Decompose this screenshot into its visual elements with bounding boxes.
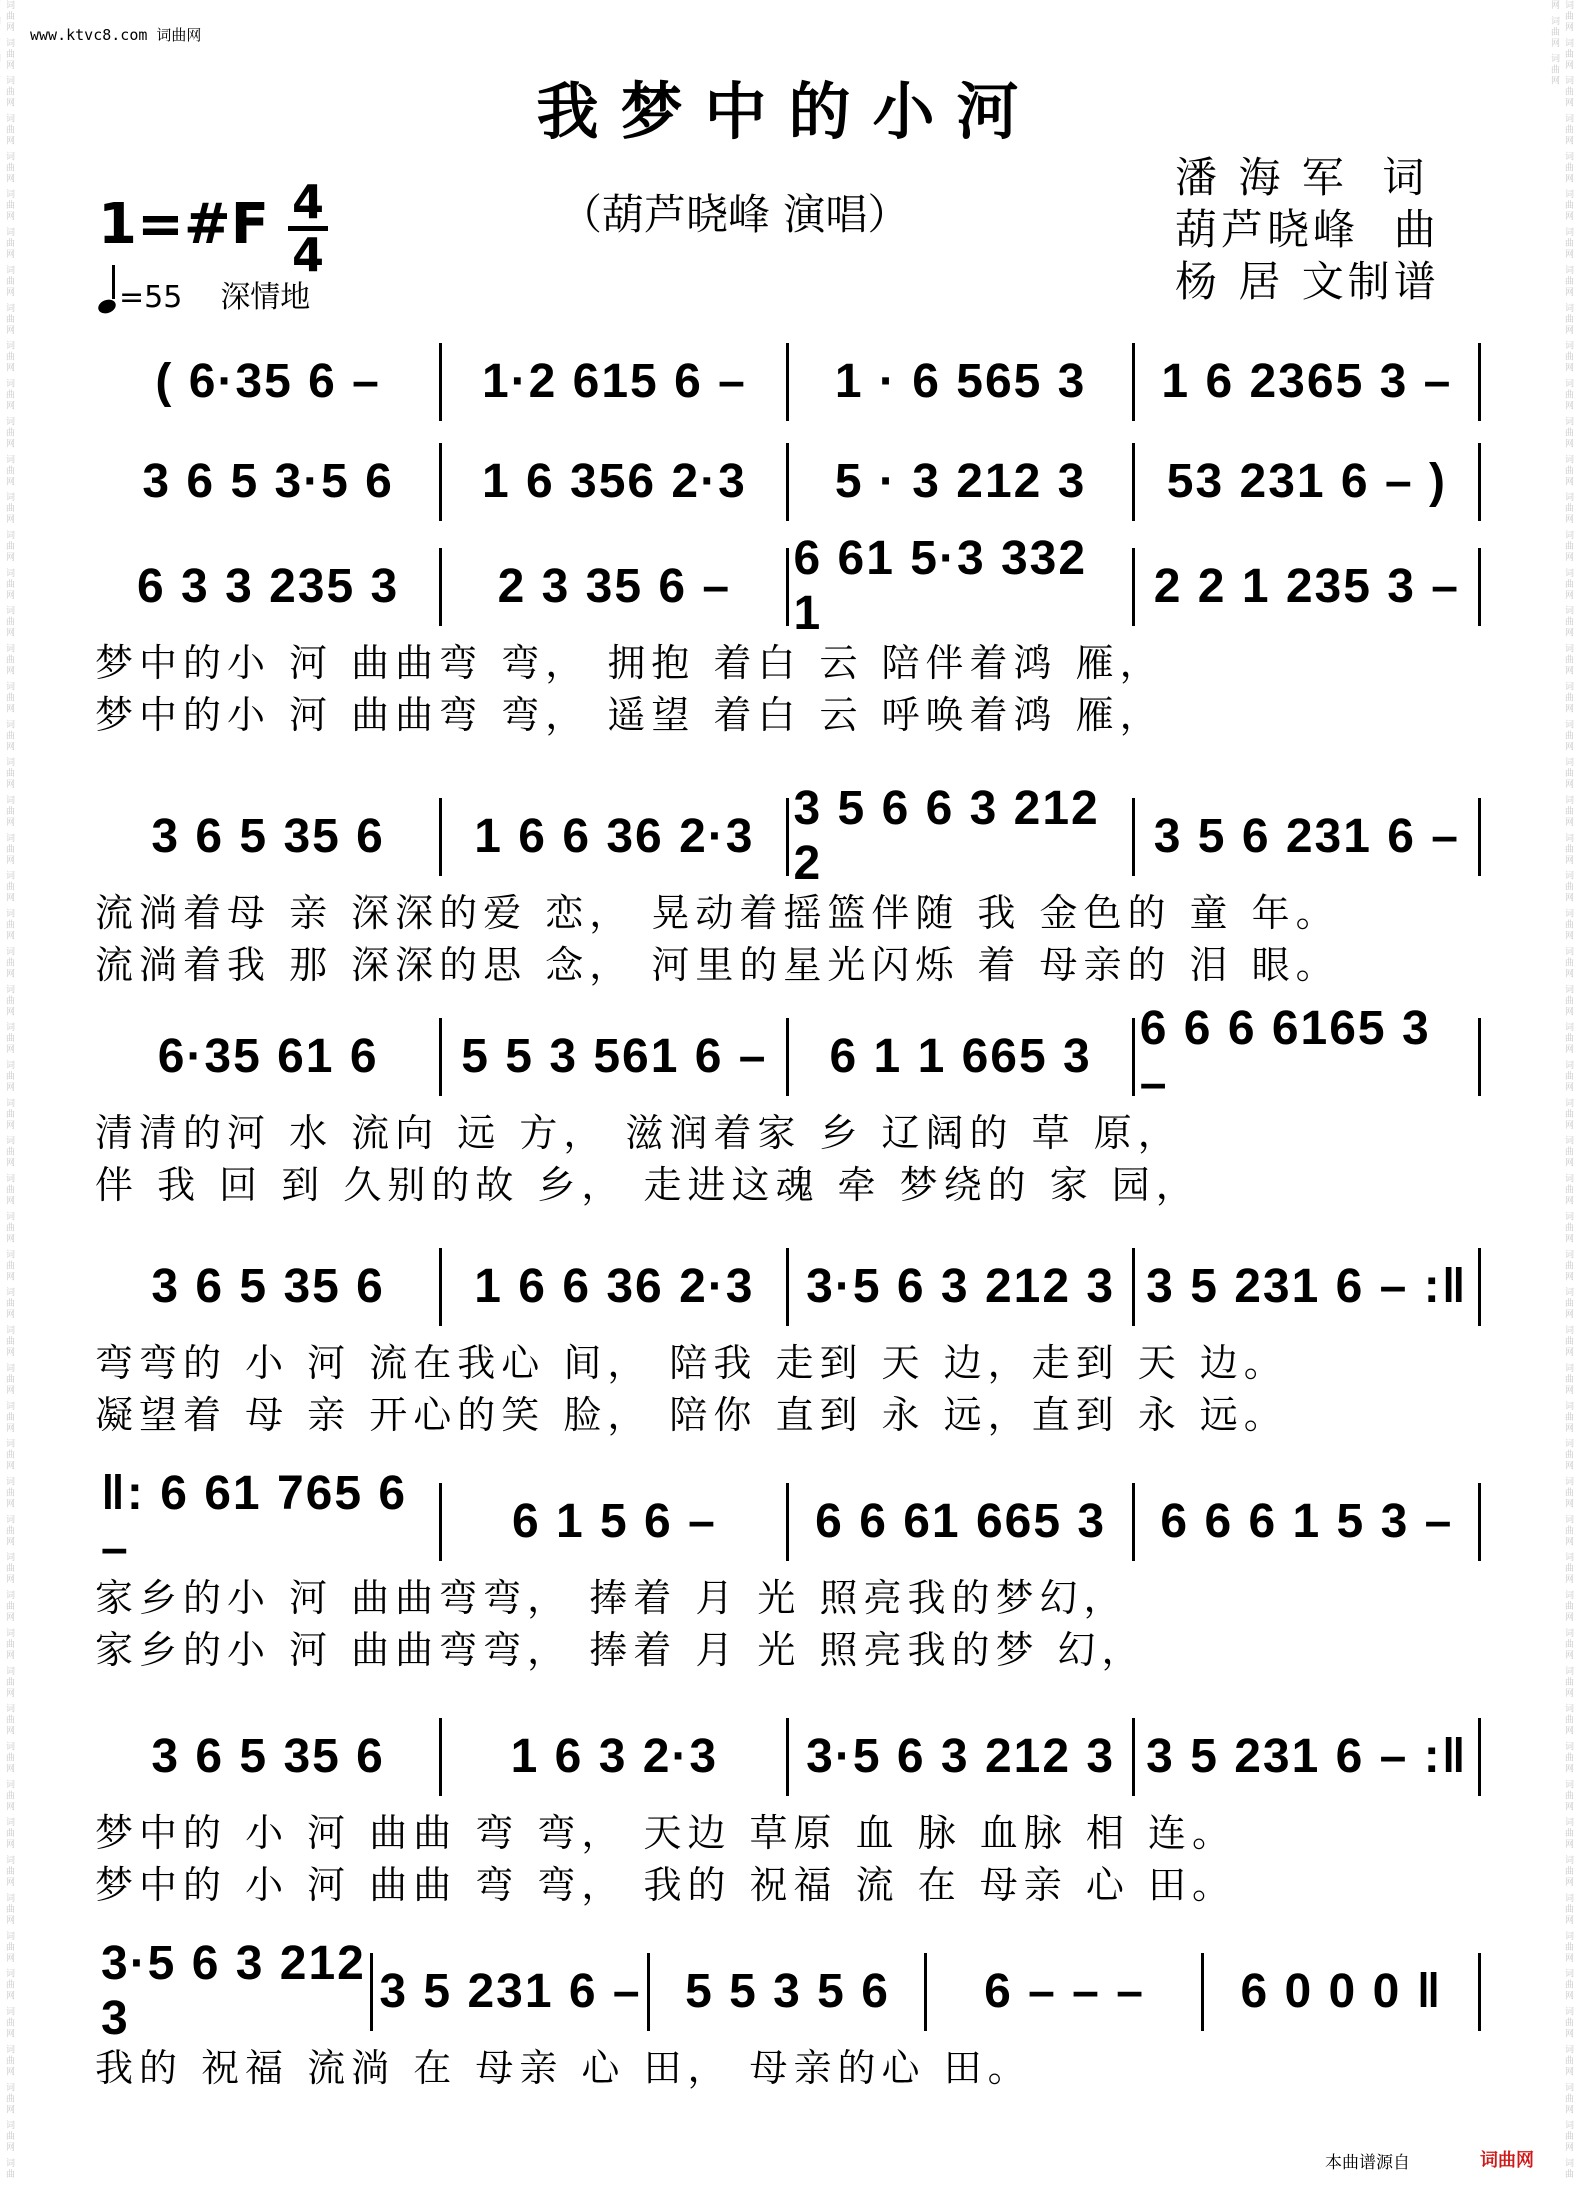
bar-line-end — [1478, 1718, 1481, 1796]
credit-lyricist: 潘 海 军 词 — [1175, 153, 1429, 202]
bar-line — [1132, 548, 1135, 626]
measure: 3 6 5 35 6 — [151, 1729, 385, 1783]
bar-line-end — [1478, 1953, 1481, 2031]
site-url[interactable]: www.ktvc8.com 词曲网 — [30, 26, 202, 44]
score-system — [95, 532, 1480, 737]
measure: 1·2 615 6 – — [481, 354, 747, 408]
measure: 3 5 231 6 – :‖ — [1146, 1729, 1468, 1783]
measure: 5 5 3 5 6 — [685, 1964, 890, 2018]
lyric-line: 梦中的 小 河 曲曲 弯 弯， 天边 草原 血 脉 血脉 相 连。 — [95, 1811, 1236, 1855]
bar-line-end — [1478, 443, 1481, 521]
measure: 5 5 3 561 6 – — [461, 1029, 768, 1083]
footer-source: 本曲谱源自 — [1325, 2153, 1410, 2173]
staff-line — [95, 335, 1480, 427]
lyric-line: 梦中的小 河 曲曲弯 弯， 遥望 着白 云 呼唤着鸿 雁， — [95, 693, 1164, 737]
lyric-line: 弯弯的 小 河 流在我心 间， 陪我 走到 天 边，走到 天 边。 — [95, 1341, 1288, 1385]
footer-logo[interactable]: 词曲网 — [1480, 2150, 1534, 2171]
bar-line — [786, 798, 789, 876]
bar-line-end — [1478, 1483, 1481, 1561]
lyric-line: 梦中的 小 河 曲曲 弯 弯， 我的 祝福 流 在 母亲 心 田。 — [95, 1863, 1236, 1907]
bar-line — [1132, 1483, 1135, 1561]
measure: 6·35 61 6 — [157, 1029, 379, 1083]
measure: 3·5 6 3 212 3 — [806, 1259, 1116, 1313]
bar-line — [1132, 343, 1135, 421]
performer-subtitle: （葫芦晓峰 演唱） — [560, 190, 910, 239]
measure: 6 1 1 665 3 — [829, 1029, 1092, 1083]
watermark-left: 词曲网 词曲网 词曲网 词曲网 词曲网 词曲网 词曲网 词曲网 词曲网 词曲网 词曲网 词曲网 词曲网 词曲网 词曲网 词曲网 词曲网 词曲网 词曲网 词曲网 词曲网 词曲网 词曲网 词曲网 词曲网 词曲网 词曲网 词曲网 词曲网 词曲网 词曲网 词曲网 词曲网 词曲网 词曲网 词曲网 词曲网 词曲网 词曲网 词曲网 词曲网 词曲网 词曲网 词曲网 词曲网 词曲网 词曲网 词曲网 词曲网 词曲网 词曲网 词曲网 词曲网 词曲网 词曲网 词曲网 词曲网 词曲 — [4, 0, 14, 2181]
credit-arranger: 杨 居 文制谱 — [1175, 257, 1440, 306]
measure: 6 6 6 1 5 3 – — [1160, 1494, 1454, 1548]
measure: 1 · 6 565 3 — [834, 354, 1087, 408]
bar-line — [1132, 1718, 1135, 1796]
score-system — [95, 435, 1480, 527]
lyric-line: 家乡的小 河 曲曲弯弯， 捧着 月 光 照亮我的梦 幻， — [95, 1628, 1146, 1672]
bar-line-end — [1478, 798, 1481, 876]
measure: 6 1 5 6 – — [511, 1494, 717, 1548]
measure: 3 5 6 6 3 212 2 — [793, 782, 1100, 890]
staff-line — [95, 532, 1480, 640]
key-signature: 1=#F — [98, 192, 270, 257]
measure: ‖: 6 61 765 6 – — [101, 1467, 408, 1575]
bar-line — [924, 1953, 927, 2031]
measure: 1 6 6 36 2·3 — [474, 809, 755, 863]
measure: 3·5 6 3 212 3 — [806, 1729, 1116, 1783]
bar-line — [439, 1483, 442, 1561]
measure: 2 3 35 6 – — [497, 559, 732, 613]
staff-line — [95, 435, 1480, 527]
lyric-line: 流淌着母 亲 深深的爱 恋， 晃动着摇篮伴随 我 金色的 童 年。 — [95, 891, 1340, 935]
bar-line-end — [1478, 343, 1481, 421]
staff-line — [95, 782, 1480, 890]
lyric-line: 凝望着 母 亲 开心的笑 脸， 陪你 直到 永 远，直到 永 远。 — [95, 1393, 1288, 1437]
lyric-line: 清清的河 水 流向 远 方， 滋润着家 乡 辽阔的 草 原， — [95, 1111, 1182, 1155]
bar-line — [439, 548, 442, 626]
measure: 1 6 3 2·3 — [510, 1729, 719, 1783]
measure: 6 6 61 665 3 — [815, 1494, 1107, 1548]
expression-marking: 深情地 — [220, 280, 311, 315]
time-top: 4 — [291, 175, 324, 229]
score-system — [95, 1710, 1480, 1906]
measure: 1 6 356 2·3 — [481, 454, 747, 508]
tempo-marking — [98, 272, 310, 316]
page-title: 我梦中的小河 — [536, 75, 1041, 148]
lyric-line: 我的 祝福 流淌 在 母亲 心 田， 母亲的心 田。 — [95, 2046, 1032, 2090]
time-signature — [288, 175, 328, 282]
bar-line — [439, 343, 442, 421]
measure: 3 6 5 35 6 — [151, 809, 385, 863]
lyric-line: 家乡的小 河 曲曲弯弯， 捧着 月 光 照亮我的梦幻， — [95, 1576, 1128, 1620]
bar-line — [786, 443, 789, 521]
measure: 2 2 1 235 3 – — [1153, 559, 1460, 613]
bar-line — [1132, 443, 1135, 521]
measure: 6 – – – — [984, 1964, 1145, 2018]
bar-line — [439, 1248, 442, 1326]
bar-line — [786, 1018, 789, 1096]
bar-line — [439, 798, 442, 876]
score-system — [95, 1937, 1480, 2090]
bar-line — [786, 548, 789, 626]
bar-line — [786, 343, 789, 421]
bar-line — [786, 1483, 789, 1561]
score-system — [95, 1240, 1480, 1436]
bar-line — [1201, 1953, 1204, 2031]
bar-line — [1132, 1248, 1135, 1326]
score-system — [95, 1002, 1480, 1207]
note-stem — [112, 265, 115, 299]
measure: 3 5 231 6 – :‖ — [1146, 1259, 1468, 1313]
time-bottom: 4 — [291, 228, 324, 282]
credits — [1175, 152, 1440, 308]
staff-line — [95, 1002, 1480, 1110]
measure: 1 6 6 36 2·3 — [474, 1259, 755, 1313]
bar-line-end — [1478, 1248, 1481, 1326]
score-system — [95, 782, 1480, 987]
lyric-line: 梦中的小 河 曲曲弯 弯， 拥抱 着白 云 陪伴着鸿 雁， — [95, 641, 1164, 685]
measure: 3 6 5 3·5 6 — [142, 454, 394, 508]
measure: 3 6 5 35 6 — [151, 1259, 385, 1313]
watermark-right: 词曲网 词曲网 词曲网 词曲网 词曲网 词曲网 词曲网 词曲网 词曲网 词曲网 词曲网 词曲网 词曲网 词曲网 词曲网 词曲网 词曲网 词曲网 词曲网 词曲网 词曲网 词曲网 词曲网 词曲网 词曲网 词曲网 词曲网 词曲网 词曲网 词曲网 词曲网 词曲网 词曲网 词曲网 词曲网 词曲网 词曲网 词曲网 词曲网 词曲网 词曲网 词曲网 词曲网 词曲网 词曲网 词曲网 词曲网 词曲网 词曲网 词曲网 词曲网 词曲网 词曲网 词曲网 词曲网 词曲网 词曲网 词曲网 词曲网 词曲网 — [1549, 0, 1573, 2181]
measure: 3 5 6 231 6 – — [1153, 809, 1460, 863]
measure: 6 0 0 0 ‖ — [1240, 1964, 1443, 2018]
measure: ( 6·35 6 – — [155, 354, 381, 408]
bar-line — [786, 1248, 789, 1326]
lyric-line: 流淌着我 那 深深的思 念， 河里的星光闪烁 着 母亲的 泪 眼。 — [95, 943, 1340, 987]
bar-line — [786, 1718, 789, 1796]
bar-line — [1132, 1018, 1135, 1096]
score-system — [95, 1467, 1480, 1672]
bar-line-end — [1478, 1018, 1481, 1096]
bar-line — [1132, 798, 1135, 876]
measure: 3·5 6 3 212 3 — [101, 1937, 366, 2045]
measure: 5 · 3 212 3 — [834, 454, 1087, 508]
quarter-note-icon — [96, 297, 117, 315]
bar-line — [439, 443, 442, 521]
bar-line — [647, 1953, 650, 2031]
bar-line-end — [1478, 548, 1481, 626]
staff-line — [95, 1240, 1480, 1332]
tempo-value: =55 — [119, 280, 183, 315]
measure: 6 61 5·3 332 1 — [793, 532, 1088, 640]
measure: 6 3 3 235 3 — [137, 559, 400, 613]
measure: 6 6 6 6165 3 – — [1139, 1002, 1431, 1110]
bar-line — [370, 1953, 373, 2031]
staff-line — [95, 1710, 1480, 1802]
credit-composer: 葫芦晓峰 曲 — [1175, 205, 1440, 254]
bar-line — [439, 1018, 442, 1096]
bar-line — [439, 1718, 442, 1796]
score-system — [95, 335, 1480, 427]
measure: 1 6 2365 3 – — [1161, 354, 1453, 408]
measure: 3 5 231 6 – — [379, 1964, 642, 2018]
lyric-line: 伴 我 回 到 久别的故 乡， 走进这魂 牵 梦绕的 家 园， — [95, 1163, 1200, 1207]
staff-line — [95, 1467, 1480, 1575]
staff-line — [95, 1937, 1480, 2045]
measure: 53 231 6 – ) — [1166, 454, 1447, 508]
